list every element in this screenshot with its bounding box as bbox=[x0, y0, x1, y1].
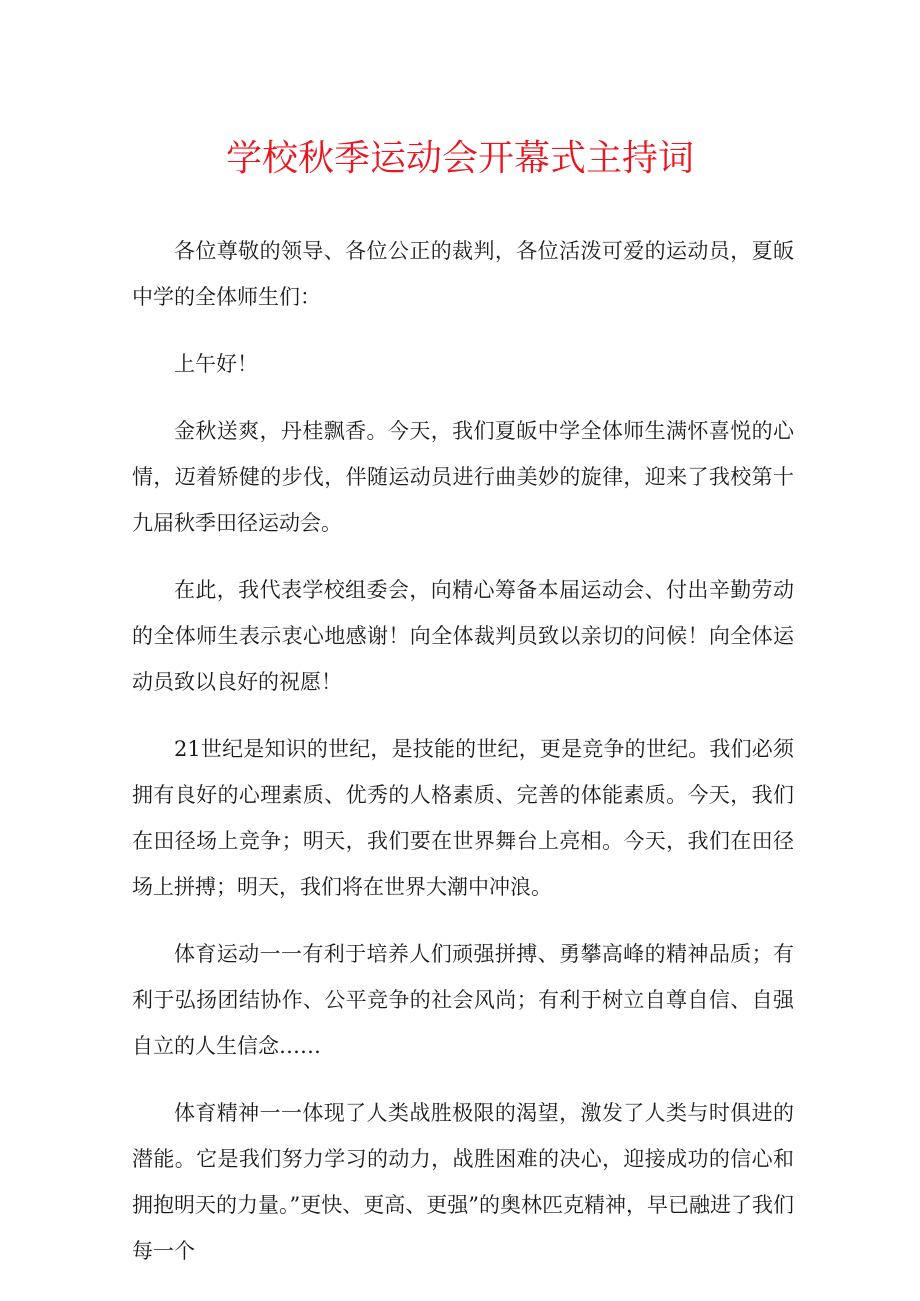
paragraph-good-morning: 上午好！ bbox=[174, 352, 258, 376]
paragraph-sports: 体育运动一一有利于培养人们顽强拼搏、勇攀高峰的精神品质；有利于弘扬团结协作、公平竞争的社会风尚；有利于树立自尊自信、自强自立的人生信念…… bbox=[132, 942, 794, 1058]
paragraph-spirit: 体育精神一一体现了人类战胜极限的渴望，激发了人类与时俱进的潜能。它是我们努力学习的动力，战胜困难的决心，迎接成功的信心和拥抱明天的力量。”更快、更高、更强”的奥林匹克精神，早已融进了我们每一个 bbox=[132, 1101, 794, 1263]
paragraph-opening: 金秋送爽，丹桂飘香。今天，我们夏皈中学全体师生满怀喜悦的心情，迈着矫健的步伐，伴随运动员进行曲美妙的旋律，迎来了我校第十九届秋季田径运动会。 bbox=[132, 419, 794, 535]
document-body bbox=[132, 228, 794, 1295]
document-title: 学校秋季运动会开幕式主持词 bbox=[225, 138, 694, 179]
paragraph-greeting: 各位尊敬的领导、各位公正的裁判，各位活泼可爱的运动员，夏皈中学的全体师生们： bbox=[132, 239, 794, 309]
paragraph-century: 21世纪是知识的世纪，是技能的世纪，更是竞争的世纪。我们必须拥有良好的心理素质、优秀的人格素质、完善的体能素质。今天，我们在田径场上竞争；明天，我们要在世界舞台上亮相。今天，我们在田径场上拼搏；明天，我们将在世界大潮中冲浪。 bbox=[132, 737, 794, 899]
paragraph-thanks: 在此，我代表学校组委会，向精心筹备本届运动会、付出辛勤劳动的全体师生表示衷心地感谢！向全体裁判员致以亲切的问候！向全体运动员致以良好的祝愿！ bbox=[132, 578, 794, 694]
